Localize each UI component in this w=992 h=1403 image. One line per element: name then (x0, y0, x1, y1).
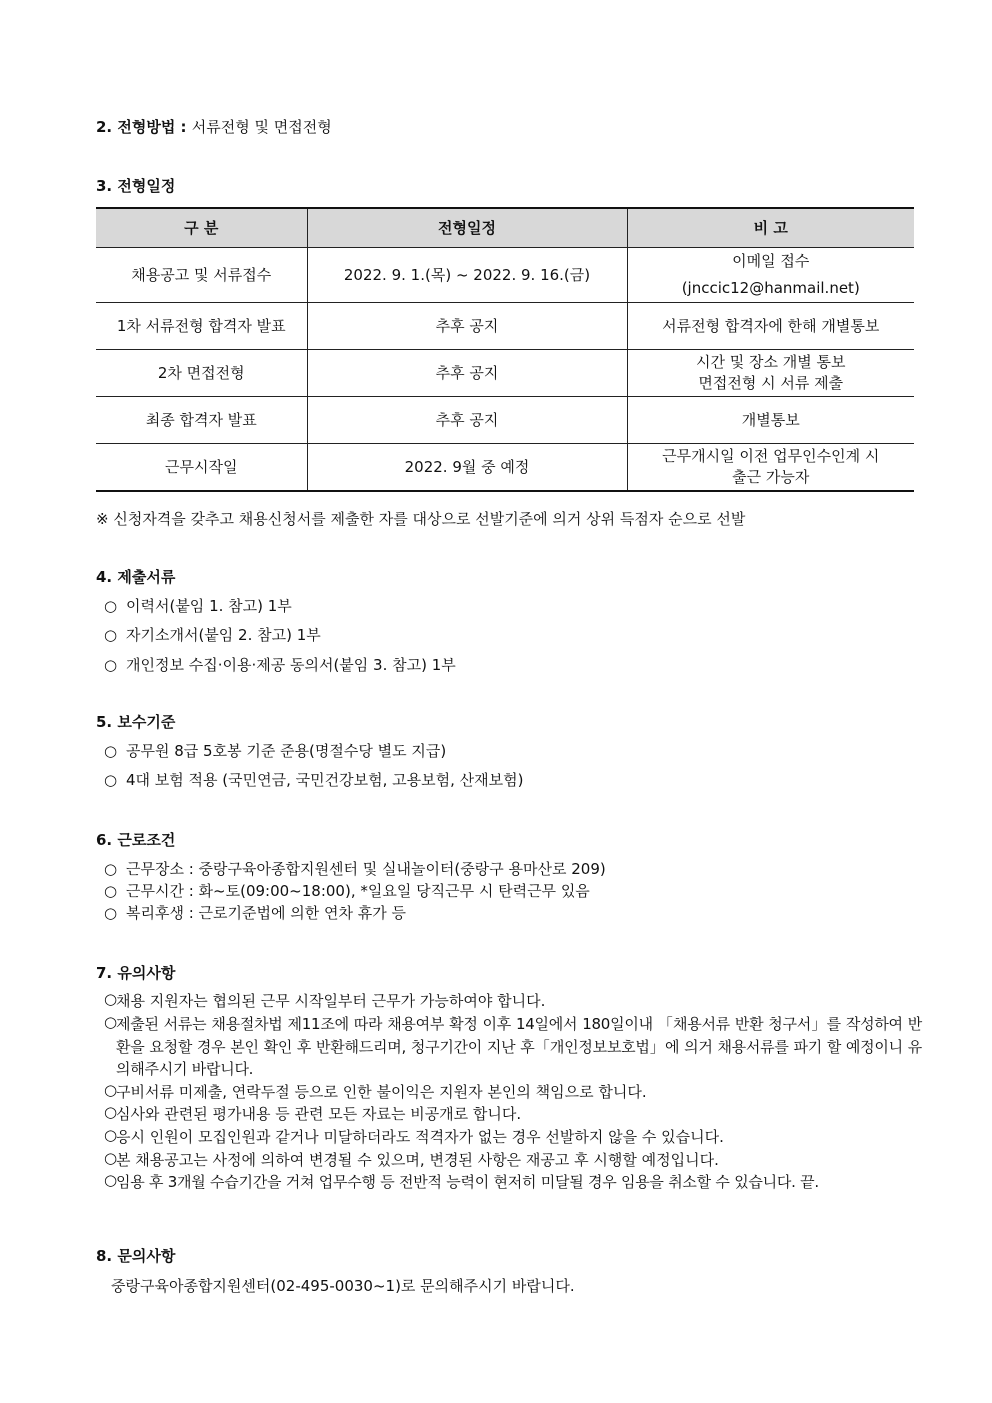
row-category: 근무시작일 (96, 444, 307, 492)
row-note (627, 350, 914, 397)
section-6-heading (96, 829, 175, 850)
section-8-heading (96, 1245, 175, 1266)
row-note-line1: 시간 및 장소 개별 통보 (696, 353, 846, 371)
row-note (627, 248, 914, 303)
caution-item: 임용 후 3개월 수습기간을 거쳐 업무수행 등 전반적 능력이 현저히 미달될 경우 임용을 취소할 수 있습니다. 끝. (116, 1173, 819, 1191)
schedule-table (96, 207, 914, 492)
row-category: 1차 서류전형 합격자 발표 (96, 303, 307, 350)
section-7-title: 유의사항 (117, 964, 176, 982)
caution-item: 구비서류 미제출, 연락두절 등으로 인한 불이익은 지원자 본인의 책임으로 합니다. (116, 1083, 647, 1101)
list-item (104, 858, 606, 879)
section-2-value: 서류전형 및 면접전형 (191, 118, 332, 136)
row-schedule: 2022. 9. 1.(목) ~ 2022. 9. 16.(금) (307, 248, 627, 303)
circle-bullet-icon: ○ (104, 882, 118, 900)
table-row (96, 397, 914, 444)
list-item (104, 880, 590, 901)
row-schedule: 추후 공지 (307, 397, 627, 444)
circle-bullet-icon: ○ (104, 1149, 118, 1167)
contact-text: 중랑구육아종합지원센터(02-495-0030~1)로 문의해주시기 바랍니다. (111, 1277, 575, 1295)
section-8-number: 8. (96, 1247, 113, 1265)
section-3-number: 3. (96, 177, 113, 195)
section-2-number: 2. (96, 118, 113, 136)
row-schedule: 추후 공지 (307, 350, 627, 397)
table-row (96, 248, 914, 303)
circle-bullet-icon: ○ (104, 860, 118, 878)
section-7-number: 7. (96, 964, 113, 982)
circle-bullet-icon: ○ (104, 771, 118, 789)
section-8-title: 문의사항 (117, 1247, 176, 1265)
header-category: 구 분 (96, 208, 307, 248)
row-category: 채용공고 및 서류접수 (96, 248, 307, 303)
list-item-text: 개인정보 수집·이용·제공 동의서(붙임 3. 참고) 1부 (126, 656, 456, 674)
list-item-text: 근무시간 : 화~토(09:00~18:00), *일요일 당직근무 시 탄력근무 있음 (126, 882, 590, 900)
section-3-title: 전형일정 (117, 177, 176, 195)
section-5-title: 보수기준 (117, 713, 176, 731)
table-row (96, 303, 914, 350)
section-2-title: 전형방법 : (117, 118, 187, 136)
row-note-line2: (jnccic12@hanmail.net) (681, 279, 860, 297)
circle-bullet-icon: ○ (104, 656, 118, 674)
header-note: 비 고 (627, 208, 914, 248)
header-schedule: 전형일정 (307, 208, 627, 248)
row-note (627, 444, 914, 492)
row-note: 서류전형 합격자에 한해 개별통보 (627, 303, 914, 350)
table-row (96, 444, 914, 492)
row-schedule: 추후 공지 (307, 303, 627, 350)
list-item-text: 공무원 8급 5호봉 기준 준용(명절수당 별도 지급) (126, 742, 447, 760)
list-item (104, 740, 446, 761)
section-6-title: 근로조건 (117, 831, 176, 849)
circle-bullet-icon: ○ (104, 1171, 118, 1189)
list-item (104, 624, 321, 645)
circle-bullet-icon: ○ (104, 1013, 118, 1031)
section-4-title: 제출서류 (117, 568, 176, 586)
caution-item: 심사와 관련된 평가내용 등 관련 모든 자료는 비공개로 합니다. (116, 1105, 522, 1123)
list-item (104, 654, 456, 675)
caution-item: 본 채용공고는 사정에 의하여 변경될 수 있으며, 변경된 사항은 재공고 후 시행할 예정입니다. (116, 1151, 719, 1169)
circle-bullet-icon: ○ (104, 742, 118, 760)
row-category: 2차 면접전형 (96, 350, 307, 397)
circle-bullet-icon: ○ (104, 990, 118, 1008)
row-note: 개별통보 (627, 397, 914, 444)
list-item (104, 769, 523, 790)
list-item-text: 4대 보험 적용 (국민연금, 국민건강보험, 고용보험, 산재보험) (126, 771, 524, 789)
list-item-text: 이력서(붙임 1. 참고) 1부 (126, 597, 292, 615)
section-4-number: 4. (96, 568, 113, 586)
list-item (104, 595, 292, 616)
caution-item: 응시 인원이 모집인원과 같거나 미달하더라도 적격자가 없는 경우 선발하지 않을 수 있습니다. (116, 1128, 724, 1146)
row-note-line1: 이메일 접수 (732, 252, 810, 270)
list-item-text: 자기소개서(붙임 2. 참고) 1부 (126, 626, 321, 644)
row-note-line2: 면접전형 시 서류 제출 (698, 374, 844, 392)
section-5-heading (96, 711, 175, 732)
list-item (104, 902, 406, 923)
section-6-number: 6. (96, 831, 113, 849)
row-note-line1: 근무개시일 이전 업무인수인계 시 (662, 447, 880, 465)
section-4-heading (96, 566, 175, 587)
section-3-heading (96, 175, 175, 196)
section-5-number: 5. (96, 713, 113, 731)
list-item-text: 복리후생 : 근로기준법에 의한 연차 휴가 등 (126, 904, 406, 922)
selection-footnote: ※ 신청자격을 갖추고 채용신청서를 제출한 자를 대상으로 선발기준에 의거 상위 득점자 순으로 선발 (96, 510, 746, 528)
caution-item: 제출된 서류는 채용절차법 제11조에 따라 채용여부 확정 이후 14일에서 180일이내 「채용서류 반환 청구서」를 작성하여 반환을 요청할 경우 본인 확인 후 반환해드리며, 청구기간이 지난 후「개인정보보호법」에 의거 채용서류를 파기 할 예정이니 유의해주시기 바랍니다. (116, 1015, 922, 1078)
section-7-heading (96, 962, 175, 983)
circle-bullet-icon: ○ (104, 626, 118, 644)
row-category: 최종 합격자 발표 (96, 397, 307, 444)
circle-bullet-icon: ○ (104, 904, 118, 922)
list-item-text: 근무장소 : 중랑구육아종합지원센터 및 실내놀이터(중랑구 용마산로 209) (126, 860, 606, 878)
schedule-table-header (96, 208, 914, 248)
circle-bullet-icon: ○ (104, 1103, 118, 1121)
circle-bullet-icon: ○ (104, 1081, 118, 1099)
circle-bullet-icon: ○ (104, 597, 118, 615)
circle-bullet-icon: ○ (104, 1126, 118, 1144)
row-note-line2: 출근 가능자 (732, 468, 810, 486)
table-row (96, 350, 914, 397)
row-schedule: 2022. 9월 중 예정 (307, 444, 627, 492)
caution-item: 채용 지원자는 협의된 근무 시작일부터 근무가 가능하여야 합니다. (116, 992, 546, 1010)
section-2-heading (96, 116, 332, 137)
